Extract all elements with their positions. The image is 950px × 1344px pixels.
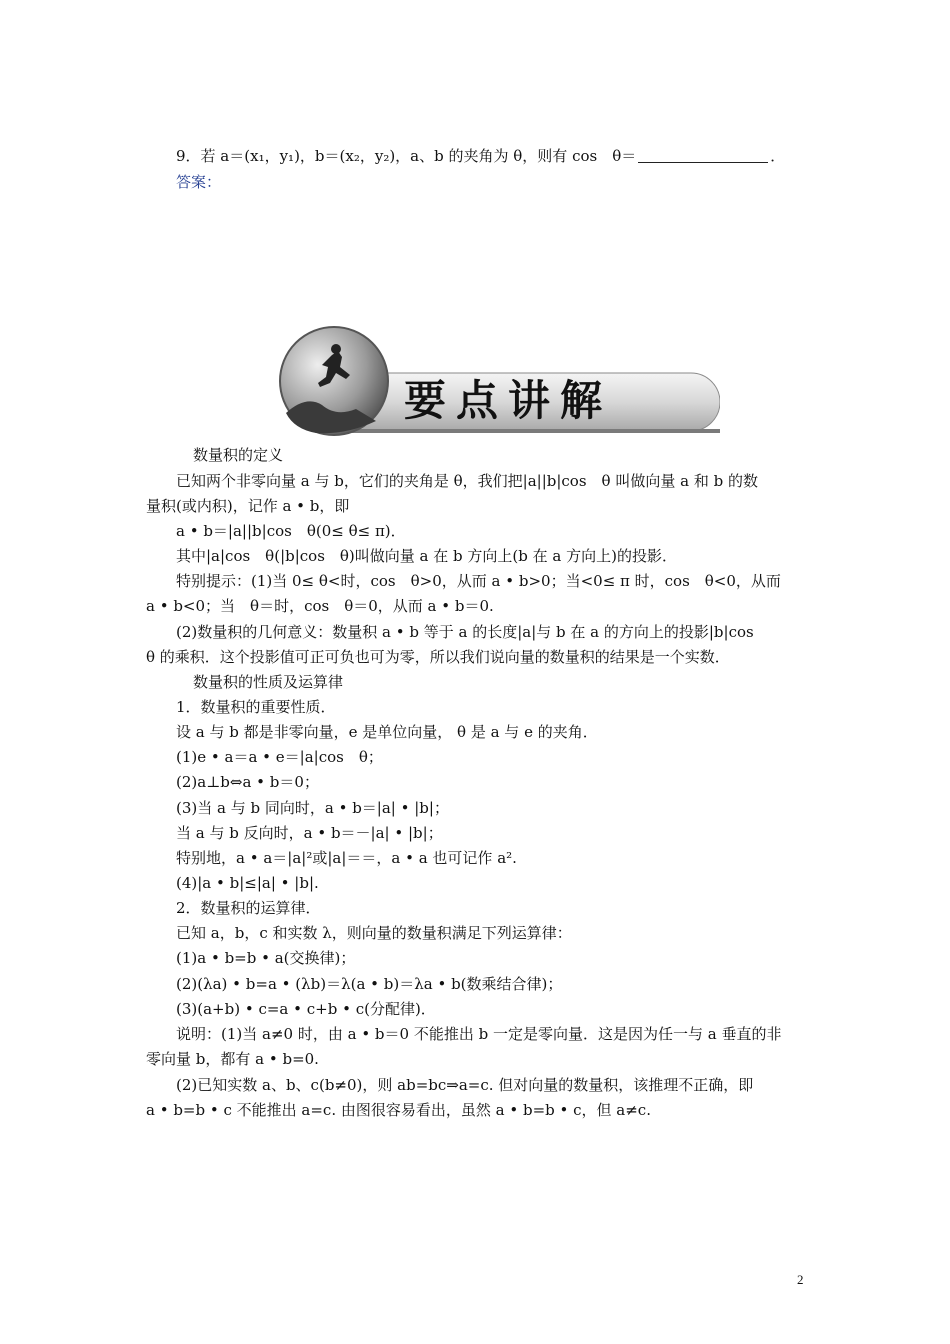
body-line: 量积(或内积)，记作 a • b，即 xyxy=(146,497,350,515)
question-9-end: ． xyxy=(770,147,786,165)
formula-line: (1)a • b=b • a(交换律)； xyxy=(176,949,356,967)
body-line: 特别提示：(1)当 0≤ θ<时，cos θ>0，从而 a • b>0；当<0≤ π 时，cos θ<0，从而 xyxy=(176,572,781,590)
question-9 xyxy=(176,146,785,166)
body-line: (2)已知实数 a、b、c(b≠0)，则 ab=bc⇒a=c. 但对向量的数量积，该推理不正确，即 xyxy=(176,1076,754,1094)
body-line: a • b=b • c 不能推出 a=c. 由图很容易看出，虽然 a • b=b • c，但 a≠c. xyxy=(146,1101,651,1119)
formula-line: a • b＝|a||b|cos θ(0≤ θ≤ π)． xyxy=(176,522,406,540)
formula-line: (2)a⊥b⇔a • b＝0； xyxy=(176,773,319,791)
body-line: 其中|a|cos θ(|b|cos θ)叫做向量 a 在 b 方向上(b 在 a 方向上)的投影． xyxy=(176,547,677,565)
formula-line: 当 a 与 b 反向时，a • b＝－|a| • |b|； xyxy=(176,824,443,842)
formula-line: (1)e • a＝a • e＝|a|cos θ； xyxy=(176,748,383,766)
body-line: 已知 a，b，c 和实数 λ，则向量的数量积满足下列运算律： xyxy=(176,924,572,942)
body-line: (2)数量积的几何意义：数量积 a • b 等于 a 的长度|a|与 b 在 a 的方向上的投影|b|cos xyxy=(176,623,754,641)
body-line: a • b<0；当 θ＝时，cos θ＝0，从而 a • b＝0. xyxy=(146,597,494,615)
body-line: θ 的乘积．这个投影值可正可负也可为零，所以我们说向量的数量积的结果是一个实数． xyxy=(146,648,730,666)
banner-title: 要点讲解 xyxy=(404,376,613,425)
heading-properties: 数量积的性质及运算律 xyxy=(193,673,344,691)
heading-definition: 数量积的定义 xyxy=(193,446,284,464)
formula-line: (3)(a+b) • c=a • c+b • c(分配律)． xyxy=(176,1000,436,1018)
subheading: 1．数量积的重要性质． xyxy=(176,698,336,716)
formula-line: (2)(λa) • b=a • (λb)＝λ(a • b)＝λa • b(数乘结合律)； xyxy=(176,975,563,993)
body-line: 设 a 与 b 都是非零向量，e 是单位向量， θ 是 a 与 e 的夹角． xyxy=(176,723,598,741)
section-banner xyxy=(276,325,720,437)
formula-line: (4)|a • b|≤|a| • |b|. xyxy=(176,874,319,892)
answer-blank xyxy=(638,148,768,163)
question-9-text: 9．若 a＝(x₁，y₁)，b＝(x₂，y₂)，a、b 的夹角为 θ，则有 cos θ＝ xyxy=(176,147,637,165)
body-line: 已知两个非零向量 a 与 b，它们的夹角是 θ，我们把|a||b|cos θ 叫做向量 a 和 b 的数 xyxy=(176,472,758,490)
formula-line: 特别地，a • a＝|a|²或|a|＝＝，a • a 也可记作 a². xyxy=(176,849,517,867)
answer-label: 答案： xyxy=(176,173,222,191)
page-number: 2 xyxy=(797,1272,804,1287)
formula-line: (3)当 a 与 b 同向时，a • b＝|a| • |b|； xyxy=(176,799,449,817)
body-line: 说明：(1)当 a≠0 时，由 a • b＝0 不能推出 b 一定是零向量．这是因为任一与 a 垂直的非 xyxy=(176,1025,782,1043)
body-line: 零向量 b，都有 a • b=0. xyxy=(146,1050,319,1068)
subheading: 2．数量积的运算律． xyxy=(176,899,321,917)
